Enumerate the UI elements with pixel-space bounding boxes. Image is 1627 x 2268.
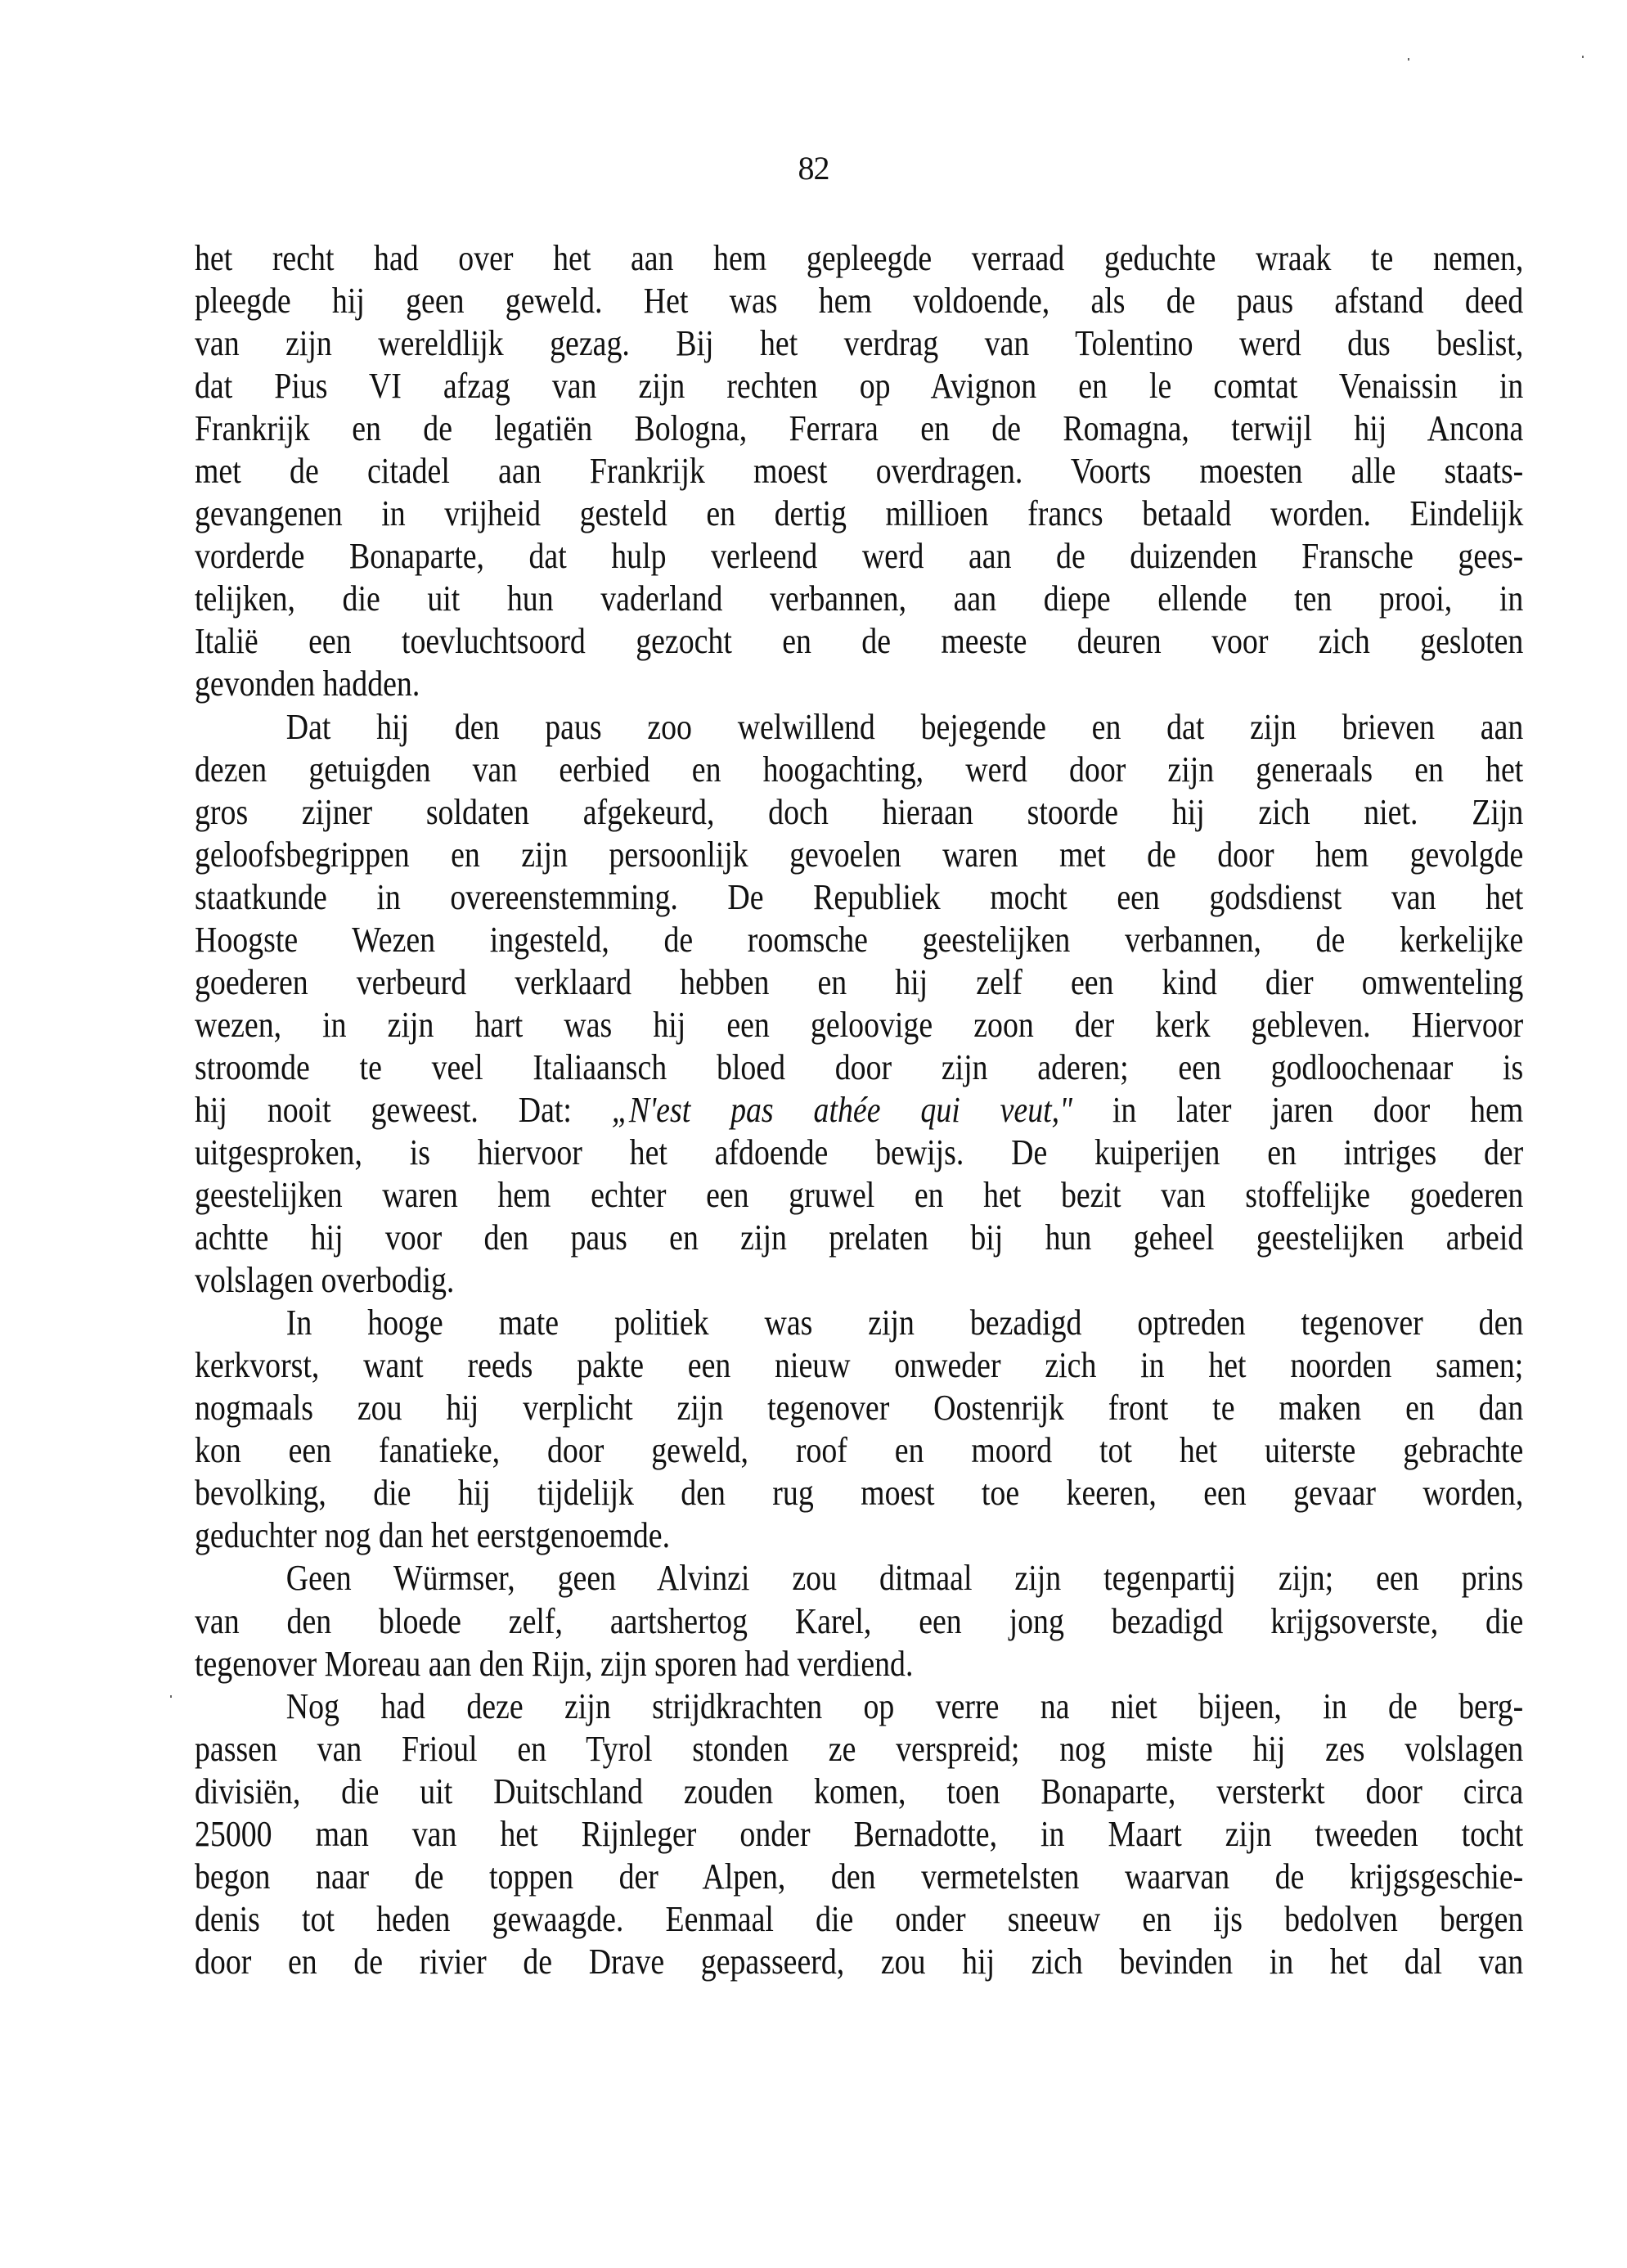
text-line: staatkunde in overeenstemming. De Republiek mocht een godsdienst van het <box>195 876 1524 917</box>
text-line: telijken, die uit hun vaderland verbannen, aan diepe ellende ten prooi, in <box>195 578 1524 619</box>
text-line: passen van Frioul en Tyrol stonden ze verspreid; nog miste hij zes volslagen <box>195 1728 1524 1769</box>
paragraph <box>195 1557 1523 1685</box>
text-line: het recht had over het aan hem gepleegde verraad geduchte wraak te nemen, <box>195 238 1524 278</box>
text-line: stroomde te veel Italiaansch bloed door zijn aderen; een godloochenaar is <box>195 1046 1524 1087</box>
text-line: dat Pius VI afzag van zijn rechten op Avignon en le comtat Venaissin in <box>195 366 1524 407</box>
text-line: met de citadel aan Frankrijk moest overdragen. Voorts moesten alle staats- <box>195 451 1524 492</box>
text-line: van den bloede zelf, aartshertog Karel, een jong bezadigd krijgsoverste, die <box>195 1600 1524 1641</box>
text-line: Hoogste Wezen ingesteld, de roomsche geestelijken verbannen, de kerkelijke <box>195 919 1524 960</box>
text-line: bevolking, die hij tijdelijk den rug moest toe keeren, een gevaar worden, <box>195 1473 1524 1514</box>
scan-speck <box>1408 58 1409 61</box>
body-text <box>195 237 1523 1983</box>
text-line: 25000 man van het Rijnleger onder Bernadotte, in Maart zijn tweeden tocht <box>195 1813 1524 1854</box>
french-quote: „N'est pas athée qui veut," <box>611 1089 1073 1130</box>
text-line: nogmaals zou hij verplicht zijn tegenover Oostenrijk front te maken en dan <box>195 1388 1524 1429</box>
text-line: gros zijner soldaten afgekeurd, doch hieraan stoorde hij zich niet. Zijn <box>195 791 1524 832</box>
text-line: geduchter nog dan het eerstgenoemde. <box>195 1515 671 1556</box>
paragraph <box>195 706 1523 1303</box>
text-line: Frankrijk en de legatiën Bologna, Ferrara en de Romagna, terwijl hij Ancona <box>195 408 1524 449</box>
text-line: tegenover Moreau aan den Rijn, zijn sporen had verdiend. <box>195 1643 914 1684</box>
text-line-with-quote <box>195 1089 1523 1132</box>
text-line: door en de rivier de Drave gepasseerd, zou hij zich bevinden in het dal van <box>195 1941 1524 1982</box>
scan-speck <box>170 1695 172 1698</box>
quote-trail: in later jaren door hem <box>1072 1089 1524 1130</box>
text-line: wezen, in zijn hart was hij een geloovige zoon der kerk gebleven. Hiervoor <box>195 1004 1524 1045</box>
quote-lead: hij nooit geweest. Dat: <box>195 1089 612 1130</box>
text-line: divisiën, die uit Duitschland zouden komen, toen Bonaparte, versterkt door circa <box>195 1771 1524 1811</box>
text-line: Nog had deze zijn strijdkrachten op verre na niet bijeen, in de berg- <box>285 1685 1524 1726</box>
text-line: Dat hij den paus zoo welwillend bejegende en dat zijn brieven aan <box>285 706 1524 747</box>
text-line: pleegde hij geen geweld. Het was hem voldoende, als de paus afstand deed <box>195 281 1524 322</box>
text-line: achtte hij voor den paus en zijn prelaten bij hun geheel geestelijken arbeid <box>195 1217 1524 1258</box>
text-line: In hooge mate politiek was zijn bezadigd optreden tegenover den <box>285 1303 1524 1343</box>
text-line: begon naar de toppen der Alpen, den vermetelsten waarvan de krijgsgeschie- <box>195 1856 1524 1897</box>
text-line: gevangenen in vrijheid gesteld en dertig millioen francs betaald worden. Eindelijk <box>195 493 1524 534</box>
text-line: geestelijken waren hem echter een gruwel en het bezit van stoffelijke goederen <box>195 1175 1524 1216</box>
paragraph <box>195 1685 1523 1983</box>
text-line: Italië een toevluchtsoord gezocht en de meeste deuren voor zich gesloten <box>195 621 1524 662</box>
paragraph <box>195 237 1523 706</box>
text-line: denis tot heden gewaagde. Eenmaal die onder sneeuw en ijs bedolven bergen <box>195 1898 1524 1939</box>
text-line: geloofsbegrippen en zijn persoonlijk gevoelen waren met de door hem gevolgde <box>195 834 1524 875</box>
text-line: kerkvorst, want reeds pakte een nieuw onweder zich in het noorden samen; <box>195 1345 1524 1386</box>
text-line: goederen verbeurd verklaard hebben en hij zelf een kind dier omwenteling <box>195 961 1524 1002</box>
text-line: uitgesproken, is hiervoor het afdoende bewijs. De kuiperijen en intriges der <box>195 1132 1524 1172</box>
page-number: 82 <box>798 150 829 187</box>
scan-speck <box>1582 56 1584 58</box>
text-line: van zijn wereldlijk gezag. Bij het verdrag van Tolentino werd dus beslist, <box>195 323 1524 364</box>
text-line: kon een fanatieke, door geweld, roof en moord tot het uiterste gebrachte <box>195 1430 1524 1471</box>
text-line: dezen getuigden van eerbied en hoogachting, werd door zijn generaals en het <box>195 749 1524 790</box>
text-line: volslagen overbodig. <box>195 1260 455 1301</box>
paragraph <box>195 1302 1523 1557</box>
text-line: vorderde Bonaparte, dat hulp verleend werd aan de duizenden Fransche gees- <box>195 536 1524 577</box>
text-line: Geen Würmser, geen Alvinzi zou ditmaal zijn tegenpartij zijn; een prins <box>285 1558 1524 1599</box>
text-line: gevonden hadden. <box>195 664 420 704</box>
